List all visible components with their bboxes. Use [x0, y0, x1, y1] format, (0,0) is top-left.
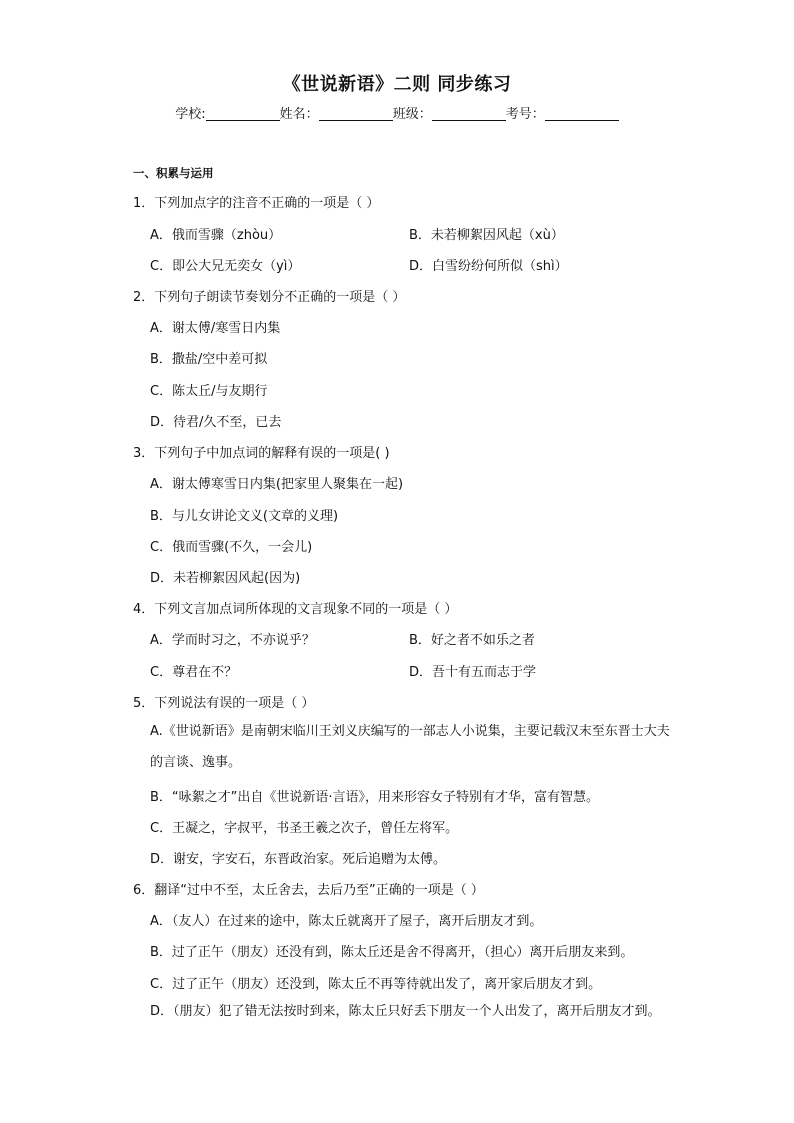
question-6-option-c: C．过了正午（朋友）还没到，陈太丘不再等待就出发了，离开家后朋友才到。 — [150, 977, 602, 992]
question-5-option-d: D．谢安，字安石，东晋政治家。死后追赠为太傅。 — [150, 852, 447, 867]
question-1-stem: 1．下列加点字的注音不正确的一项是（ ） — [133, 196, 380, 211]
section-title: 一、积累与运用 — [133, 166, 214, 180]
question-3-option-a: A．谢太傅寒雪日内集(把家里人聚集在一起) — [150, 477, 404, 492]
question-6-stem: 6．翻译“过中不至，太丘舍去，去后乃至”正确的一项是（ ） — [133, 883, 484, 898]
question-2-option-a: A．谢太傅/寒雪日内集 — [150, 321, 281, 336]
question-4-option-a: A．学而时习之，不亦说乎？ — [150, 633, 315, 648]
question-4-option-b: B．好之者不如乐之者 — [409, 633, 535, 648]
question-5-option-c: C．王凝之，字叔平，书圣王羲之次子，曾任左将军。 — [150, 821, 459, 836]
question-5-option-b: B．“咏絮之才”出自《世说新语·言语》，用来形容女子特别有才华，富有智慧。 — [150, 790, 600, 805]
question-1-option-c: C．即公大兄无奕女（yì） — [150, 259, 301, 274]
exam-no-label: 考号： — [505, 107, 545, 122]
question-1-option-b: B．未若柳絮因风起（xù） — [409, 228, 564, 243]
question-4-stem: 4．下列文言加点词所体现的文言现象不同的一项是（ ） — [133, 602, 458, 617]
question-4-option-c: C．尊君在不？ — [150, 665, 238, 680]
question-4-option-d: D．吾十有五而志于学 — [409, 665, 537, 680]
question-1-option-a: A．俄而雪骤（zhòu） — [150, 228, 282, 243]
exam-no-blank[interactable] — [545, 106, 619, 121]
question-3-option-b: B．与儿女讲论文义(文章的义理) — [150, 509, 339, 524]
name-label: 姓名： — [279, 107, 319, 122]
question-3-stem: 3．下列句子中加点词的解释有误的一项是( ) — [133, 446, 390, 461]
question-6-option-d: D．（朋友）犯了错无法按时到来，陈太丘只好丢下朋友一个人出发了，离开后朋友才到。 — [150, 1004, 661, 1019]
question-3-option-d: D．未若柳絮因风起(因为) — [150, 571, 301, 586]
question-1-option-d: D．白雪纷纷何所似（shì） — [409, 259, 568, 274]
question-3-option-c: C．俄而雪骤(不久，一会儿) — [150, 540, 313, 555]
school-blank[interactable] — [206, 106, 280, 121]
question-2-option-b: B．撒盐/空中差可拟 — [150, 352, 268, 367]
question-6-option-b: B．过了正午（朋友）还没有到，陈太丘还是舍不得离开，（担心）离开后朋友来到。 — [150, 945, 634, 960]
question-5-option-a: A.《世说新语》是南朝宋临川王刘义庆编写的一部志人小说集，主要记载汉末至东晋士大夫的言谈、逸事。 — [150, 724, 670, 770]
question-5-stem: 5．下列说法有误的一项是（ ） — [133, 696, 315, 711]
question-2-option-c: C．陈太丘/与友期行 — [150, 384, 268, 399]
class-label: 班级： — [392, 107, 432, 122]
question-2-stem: 2．下列句子朗读节奏划分不正确的一项是（ ） — [133, 290, 406, 305]
page-title: 《世说新语》二则 同步练习 — [282, 74, 512, 95]
school-label: 学校: — [175, 107, 206, 122]
class-blank[interactable] — [432, 106, 506, 121]
name-blank[interactable] — [319, 106, 393, 121]
student-info-row — [0, 103, 794, 122]
question-6-option-a: A．（友人）在过来的途中，陈太丘就离开了屋子，离开后朋友才到。 — [150, 914, 543, 929]
question-2-option-d: D．待君/久不至，已去 — [150, 415, 282, 430]
